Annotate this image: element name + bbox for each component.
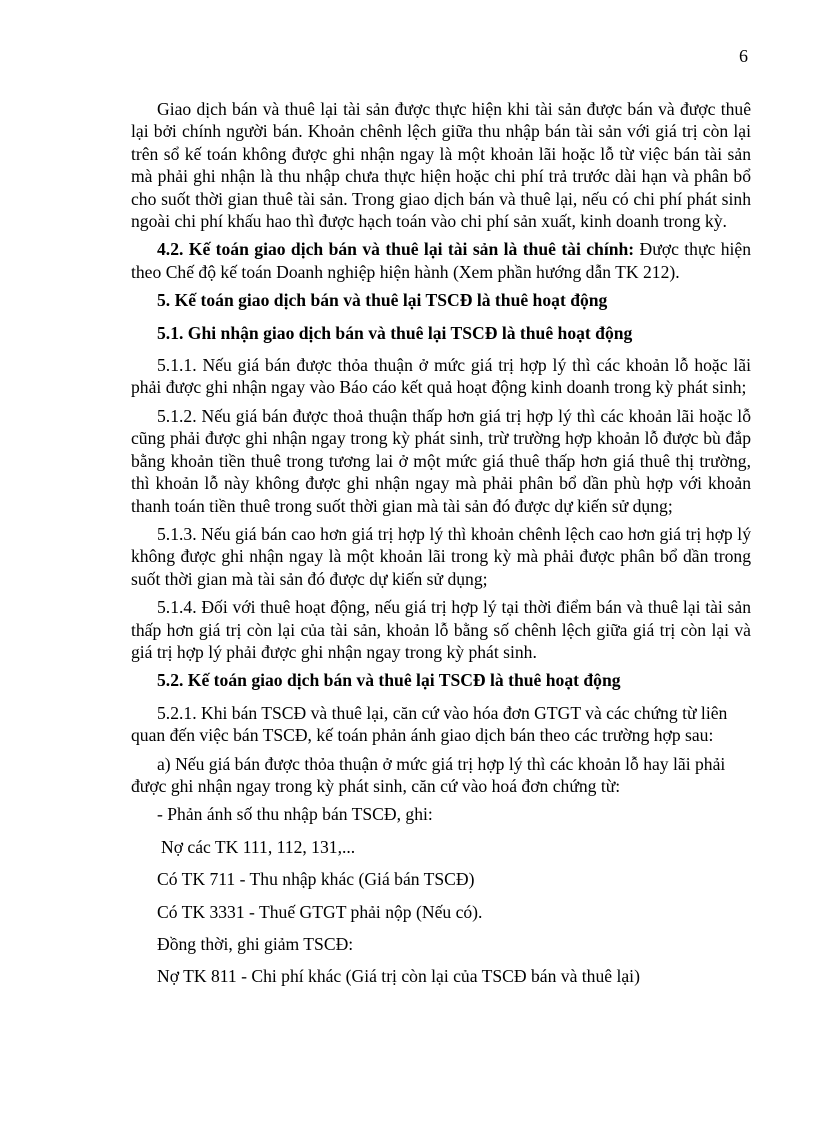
paragraph-5-1-4: 5.1.4. Đối với thuê hoạt động, nếu giá trị hợp lý tại thời điểm bán và thuê lại tài sản thấp hơn giá trị còn lại của tài sản, khoản lỗ bằng số chênh lệch giữa giá trị còn lại và giá trị hợp lý phải được ghi nhận ngay trong kỳ phát sinh. [131,597,751,662]
journal-entry-line: Nợ TK 811 - Chi phí khác (Giá trị còn lại của TSCĐ bán và thuê lại) [157,966,640,987]
journal-entry-line: Nợ các TK 111, 112, 131,... [161,836,356,857]
paragraph-5-1-1: 5.1.1. Nếu giá bán được thỏa thuận ở mức giá trị hợp lý thì các khoản lỗ hoặc lãi phải được ghi nhận ngay vào Báo cáo kết quả hoạt động kinh doanh trong kỳ phát sinh; [131,355,751,398]
paragraph-5-1-3: 5.1.3. Nếu giá bán cao hơn giá trị hợp lý thì khoản chênh lệch cao hơn giá trị hợp lý không được ghi nhận ngay là một khoản lãi trong kỳ mà phải được phân bổ dần trong suốt thời gian mà tài sản đó được dự kiến sử dụng; [131,523,751,589]
page-number: 6 [739,46,748,66]
paragraph-case-a: a) Nếu giá bán được thỏa thuận ở mức giá trị hợp lý thì các khoản lỗ hay lãi phải được ghi nhận ngay trong kỳ phát sinh, căn cứ vào hoá đơn chứng từ: [131,753,726,796]
heading-4-2: 4.2. Kế toán giao dịch bán và thuê lại tài sản là thuê tài chính: [157,239,635,260]
paragraph-5-2-1: 5.2.1. Khi bán TSCĐ và thuê lại, căn cứ vào hóa đơn GTGT và các chứng từ liên quan đến việc bán TSCĐ, kế toán phản ánh giao dịch bán theo các trường hợp sau: [131,702,728,746]
journal-entry-line: Có TK 711 - Thu nhập khác (Giá bán TSCĐ) [157,869,475,890]
document-body [131,98,751,998]
paragraph-sale-leaseback-intro: Giao dịch bán và thuê lại tài sản được thực hiện khi tài sản được bán và được thuê lại bởi chính người bán. Khoản chênh lệch giữa thu nhập bán tài sản với giá trị còn lại trên sổ kế toán không được ghi nhận ngay là một khoản lãi hoặc lỗ từ việc bán tài sản mà phải ghi nhận là thu nhập chưa thực hiện hoặc chi phí trả trước dài hạn và phân bổ cho suốt thời gian thuê tài sản. Trong giao dịch bán và thuê lại, nếu có chi phí phát sinh ngoài chi phí khấu hao thì được hạch toán vào chi phí sản xuất, kinh doanh trong kỳ. [131,99,751,232]
paragraph-5-1-2: 5.1.2. Nếu giá bán được thoả thuận thấp hơn giá trị hợp lý thì các khoản lãi hoặc lỗ cũng phải được ghi nhận ngay trong kỳ phát sinh, trừ trường hợp khoản lỗ được bù đắp bằng khoản tiền thuê trong tương lai ở một mức giá thuê thấp hơn giá thuê thị trường, thì khoản lỗ này không được ghi nhận ngay mà phải phân bổ dần phù hợp với khoản thanh toán tiền thuê trong suốt thời gian mà tài sản đó được dự kiến sử dụng; [131,405,751,516]
journal-entry-line: Đồng thời, ghi giảm TSCĐ: [157,934,354,954]
paragraph-4-2 [131,238,751,283]
journal-entry-line: - Phản ánh số thu nhập bán TSCĐ, ghi: [157,804,433,825]
heading-5: 5. Kế toán giao dịch bán và thuê lại TSCĐ là thuê hoạt động [157,290,608,311]
heading-5-2: 5.2. Kế toán giao dịch bán và thuê lại TSCĐ là thuê hoạt động [157,670,621,691]
heading-5-1: 5.1. Ghi nhận giao dịch bán và thuê lại TSCĐ là thuê hoạt động [157,322,633,343]
journal-entry-line: Có TK 3331 - Thuế GTGT phải nộp (Nếu có). [157,901,483,922]
paragraph-4-2-text: Được thực hiện theo Chế độ kế toán Doanh nghiệp hiện hành (Xem phần hướng dẫn TK 212). [131,239,751,282]
